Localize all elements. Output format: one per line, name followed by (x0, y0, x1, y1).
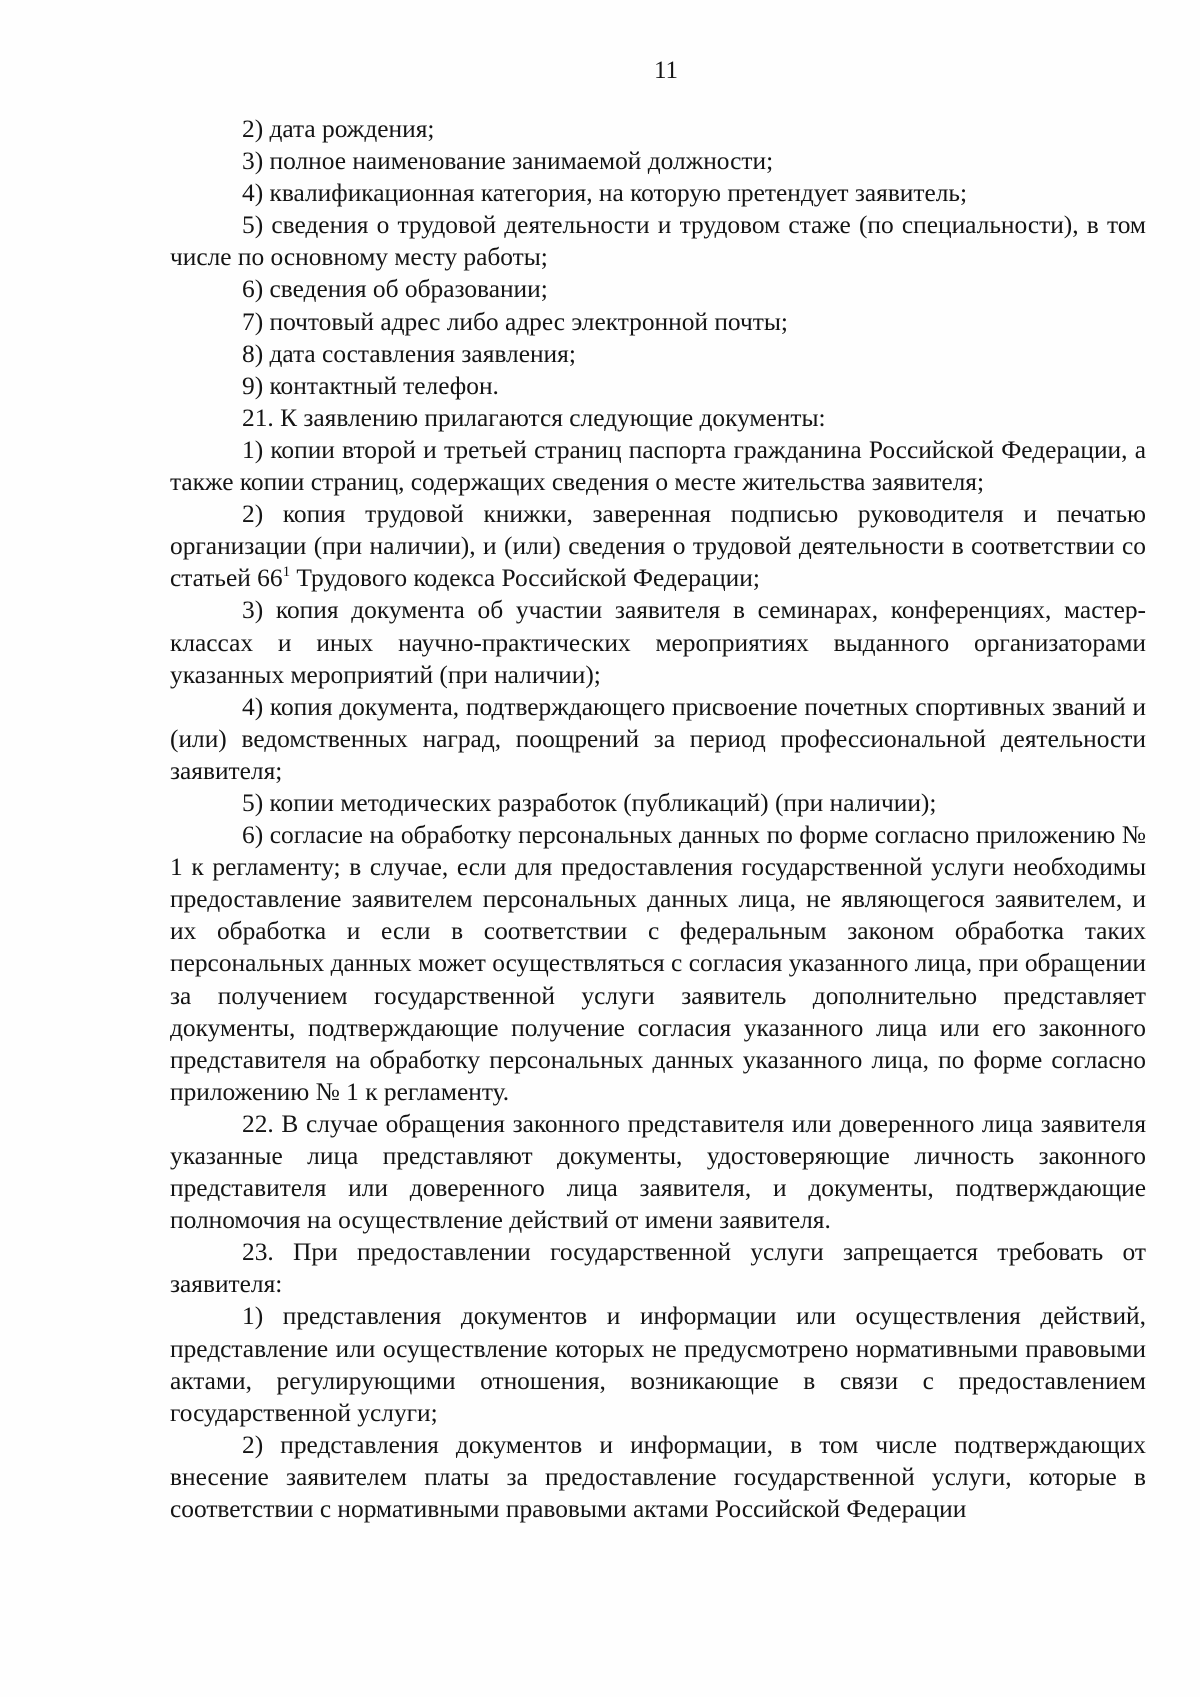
list-item-phone: 9) контактный телефон. (242, 371, 499, 400)
list-item-address: 7) почтовый адрес либо адрес электронной почты; (242, 307, 788, 336)
list-item-birth-date: 2) дата рождения; (242, 115, 435, 143)
prohibition-item-1: 1) представления документов и информации или осуществления действий, представление или осуществление которых не предусмотрено нормативными правовыми актами, регулирующими отношения, возникающие в связи с предоставлением государственной услуги; (170, 1302, 1146, 1427)
attachment-item-passport: 1) копии второй и третьей страниц паспорта гражданина Российской Федерации, а также копии страниц, содержащих сведения о месте жительства заявителя; (170, 435, 1146, 497)
work-book-text-end: Трудового кодекса Российской Федерации; (290, 564, 760, 593)
attachment-item-work-book (170, 498, 1146, 594)
attachment-item-awards: 4) копия документа, подтверждающего присвоение почетных спортивных званий и (или) ведомственных наград, поощрений за период профессиональной деятельности заявителя; (170, 692, 1146, 785)
page-number: 11 (653, 57, 679, 84)
article-superscript: 1 (282, 564, 291, 581)
attachment-item-publications: 5) копии методических разработок (публикаций) (при наличии); (242, 788, 937, 817)
list-item-qualification-category: 4) квалификационная категория, на которую претендует заявитель; (242, 179, 968, 208)
list-item-application-date: 8) дата составления заявления; (242, 339, 576, 368)
work-book-text: 2) копия трудовой книжки, заверенная подписью руководителя и печатью организации (при наличии), и (или) сведения о трудовой деятельности в соответствии со статьей 66 (170, 500, 1146, 593)
clause-21-heading: 21. К заявлению прилагаются следующие документы: (242, 403, 826, 432)
prohibition-item-2: 2) представления документов и информации, в том числе подтверждающих внесение заявителем платы за предоставление государственной услуги, которые в соответствии с нормативными правовыми актами Российской Федерации (170, 1430, 1146, 1524)
attachment-item-consent: 6) согласие на обработку персональных данных по форме согласно приложению № 1 к регламенту; в случае, если для предоставления государственной услуги необходимы предоставление заявителем персональных данных лица, не являющегося заявителем, и их обработка и если в соответствии с федеральным законом обработка таких персональных данных может осуществляться с согласия указанного лица, при обращении за получением государственной услуги заявитель дополнительно представляет документы, подтверждающие получение согласия указанного лица или его законного представителя на обработку персональных данных указанного лица, по форме согласно приложению № 1 к регламенту. (170, 821, 1146, 1106)
clause-23-heading: 23. При предоставлении государственной услуги запрещается требовать от заявителя: (170, 1238, 1146, 1299)
list-item-work-experience: 5) сведения о трудовой деятельности и трудовом стаже (по специальности), в том числе по основному месту работы; (170, 211, 1146, 272)
clause-22: 22. В случае обращения законного представителя или доверенного лица заявителя указанные лица представляют документы, удостоверяющие личность законного представителя или доверенного лица заявителя, и документы, подтверждающие полномочия на осуществление действий от имени заявителя. (170, 1109, 1146, 1235)
list-item-education: 6) сведения об образовании; (242, 275, 548, 304)
document-body (170, 113, 1146, 1525)
list-item-position: 3) полное наименование занимаемой должности; (242, 147, 774, 176)
attachment-item-seminars: 3) копия документа об участии заявителя в семинарах, конференциях, мастер-классах и иных научно-практических мероприятиях выданного организаторами указанных мероприятий (при наличии); (170, 596, 1146, 689)
